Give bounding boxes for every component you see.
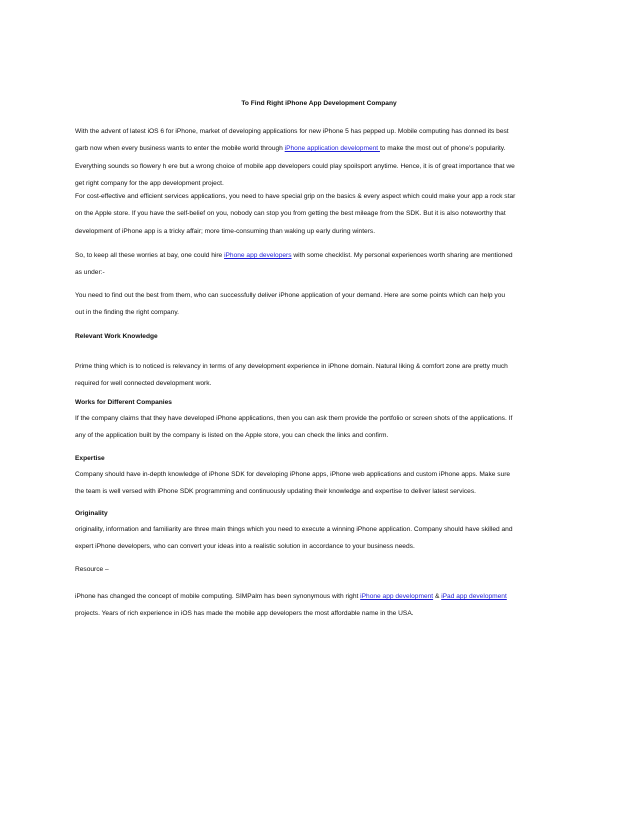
text-line: Company should have in-depth knowledge of iPhone SDK for developing iPhone apps, iPhone web applications and custom iPhone apps. Make sure [75,471,511,478]
text-line: expert iPhone developers, who can convert your ideas into a realistic solution in accordance to your business needs. [75,543,415,551]
text-line: Everything sounds so flowery h ere but a wrong choice of mobile app developers could play spoilsport anytime. Hence, it is of great importance that we [75,162,515,170]
text-line: projects. Years of rich experience in iOS has made the mobile app developers the most affordable name in the USA. [75,610,414,618]
text-span: garb now when every business wants to enter the mobile world through [75,145,285,153]
text-line: Prime thing which is to noticed is relevancy in terms of any development experience in iPhone domain. Natural liking & comfort zone are pretty much [75,363,508,370]
ipad-app-development-link[interactable]: iPad app development [441,593,507,600]
resource-paragraph [75,588,575,623]
text-line: required for well connected development work. [75,380,212,388]
text-line [75,140,575,157]
section-heading-expertise: Expertise [75,455,105,462]
iphone-application-development-link[interactable]: iPhone application development [284,145,380,153]
text-line: originality, information and familiarity are three main things which you need to execute a winning iPhone application. Company should have skilled and [75,526,513,533]
expertise-paragraph [75,466,575,501]
section-heading-relevant-work-knowledge: Relevant Work Knowledge [75,333,158,340]
find-best-paragraph [75,287,575,322]
text-line [75,247,575,264]
text-line [75,588,575,605]
text-line: as under:- [75,269,105,277]
text-line: on the Apple store. If you have the self-belief on you, nobody can stop you from getting the best mileage from the SDK. But it is also noteworthy that [75,210,506,218]
text-line: With the advent of latest iOS 6 for iPhone, market of developing applications for new iPhone 5 has pepped up. Mobile computing has donned its best [75,128,509,135]
originality-paragraph [75,521,575,556]
iphone-app-development-link[interactable]: iPhone app development [360,593,434,600]
section-heading-originality: Originality [75,510,108,517]
text-line: any of the application built by the company is listed on the Apple store, you can check the links and confirm. [75,432,389,440]
text-span: & [433,593,442,600]
checklist-paragraph [75,247,575,282]
text-span: with some checklist. My personal experiences worth sharing are mentioned [291,252,513,259]
text-span: to make the most out of phone’s popularity. [379,145,506,153]
text-line: You need to find out the best from them, who can successfully deliver iPhone application of your demand. Here are some points which can help you [75,292,506,299]
iphone-app-developers-link[interactable]: iPhone app developers [224,252,292,259]
works-for-different-companies-paragraph [75,410,575,445]
text-line: out in the finding the right company. [75,309,179,317]
text-span: So, to keep all these worries at bay, one could hire [75,252,225,259]
text-line: get right company for the app development project. [75,180,224,188]
text-line: For cost-effective and efficient services applications, you need to have special grip on the basics & every aspect which could make your app a rock star [75,193,516,200]
cost-effective-paragraph [75,188,575,240]
text-line: the team is well versed with iPhone SDK programming and continuously updating their knowledge and expertise to deliver latest services. [75,488,476,496]
relevant-work-knowledge-paragraph [75,358,575,393]
section-heading-works-for-different-companies: Works for Different Companies [75,399,172,406]
document-title: To Find Right iPhone App Development Company [241,100,397,107]
text-line: If the company claims that they have developed iPhone applications, then you can ask them provide the portfolio or screen shots of the applications. If [75,415,513,422]
text-line: development of iPhone app is a tricky affair; more time-consuming than waking up early during winters. [75,227,376,235]
intro-paragraph [75,123,575,193]
resource-label: Resource – [75,566,109,573]
text-span: iPhone has changed the concept of mobile computing. SIMPalm has been synonymous with right [75,593,361,600]
